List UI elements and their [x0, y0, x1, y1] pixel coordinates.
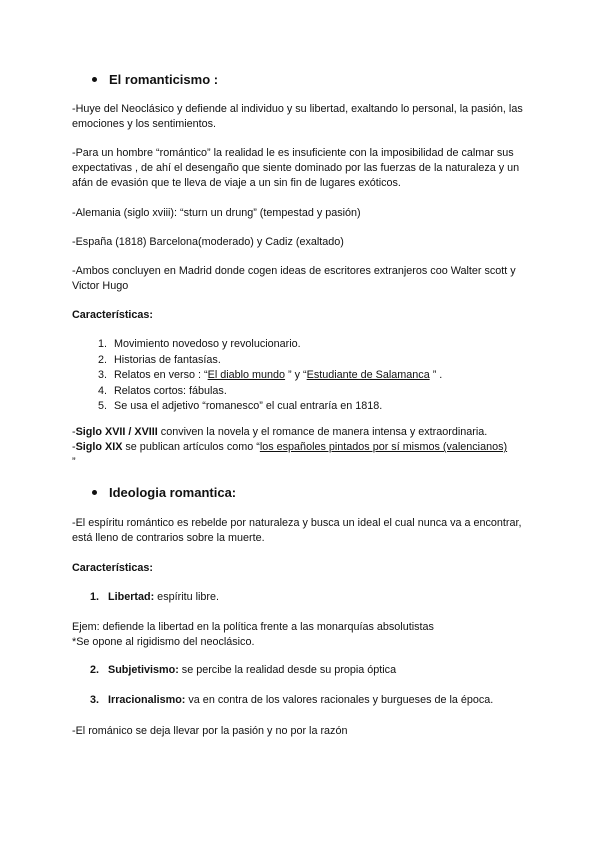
link-los-espanoles-pintados[interactable]: los españoles pintados por sí mismos (valencianos)	[259, 441, 508, 453]
paragraph-huye: -Huye del Neoclásico y defiende al individuo y su libertad, exaltando lo personal, la pasión, las emociones y los sentimientos.	[72, 103, 523, 130]
heading-text: Ideologia romantica:	[109, 485, 237, 500]
paragraph-espana: -España (1818) Barcelona(moderado) y Cadiz (exaltado)	[72, 236, 344, 248]
list-item: 4. Relatos cortos: fábulas.	[110, 384, 550, 400]
paragraph-siglo-xvii: -Siglo XVII / XVIII conviven la novela y el romance de manera intensa y extraordinaria.	[72, 426, 488, 438]
paragraph-ejem: Ejem: defiende la libertad en la política frente a las monarquías absolutistas *Se opone al rigidismo del neoclásico.	[72, 621, 434, 648]
bullet-icon	[92, 77, 97, 82]
caracteristicas-label: Características:	[72, 309, 154, 321]
paragraph-espiritu: -El espíritu romántico es rebelde por naturaleza y busca un ideal el cual nunca va a encontrar, está lleno de contrarios sobre la muerte.	[72, 517, 522, 544]
link-el-diablo-mundo[interactable]: El diablo mundo	[207, 369, 286, 381]
list-item: 2. Historias de fantasías.	[110, 353, 550, 369]
section-heading-ideologia	[92, 485, 236, 500]
paragraph-hombre-romantico: -Para un hombre “romántico” la realidad le es insuficiente con la imposibilidad de calmar sus expectativas , de ahí el desengaño que siente dominado por las fuerzas de la naturaleza y un afán de evasión que te lleva de viaje a un sin fin de lugares exóticos.	[72, 147, 520, 189]
bullet-icon	[92, 490, 97, 495]
item-subjetivismo: 2. Subjetivismo: se percibe la realidad desde su propia óptica	[90, 664, 397, 676]
paragraph-siglo-xix: -Siglo XIX se publican artículos como “los españoles pintados por sí mismos (valencianos) ”	[72, 441, 508, 468]
section-heading-romanticismo	[92, 72, 218, 87]
paragraph-alemania: -Alemania (siglo xviii): “sturn un drung” (tempestad y pasión)	[72, 207, 361, 219]
caracteristicas-label-2: Características:	[72, 562, 154, 574]
paragraph-final: -El románico se deja llevar por la pasión y no por la razón	[72, 725, 348, 737]
item-irracionalismo: 3. Irracionalismo: va en contra de los valores racionales y burgueses de la época.	[90, 694, 494, 706]
list-item: 3. Relatos en verso : “El diablo mundo ” y “Estudiante de Salamanca ” .	[110, 368, 550, 384]
heading-text: El romanticismo :	[109, 72, 219, 87]
link-estudiante-de-salamanca[interactable]: Estudiante de Salamanca	[306, 369, 430, 381]
paragraph-madrid: -Ambos concluyen en Madrid donde cogen ideas de escritores extranjeros coo Walter scott y Victor Hugo	[72, 265, 516, 292]
list-item: 1. Movimiento novedoso y revolucionario.	[110, 337, 550, 353]
item-libertad: 1. Libertad: espíritu libre.	[90, 591, 219, 603]
list-item: 5. Se usa el adjetivo “romanesco” el cual entraría en 1818.	[110, 399, 550, 415]
caracteristicas-list	[72, 337, 550, 415]
